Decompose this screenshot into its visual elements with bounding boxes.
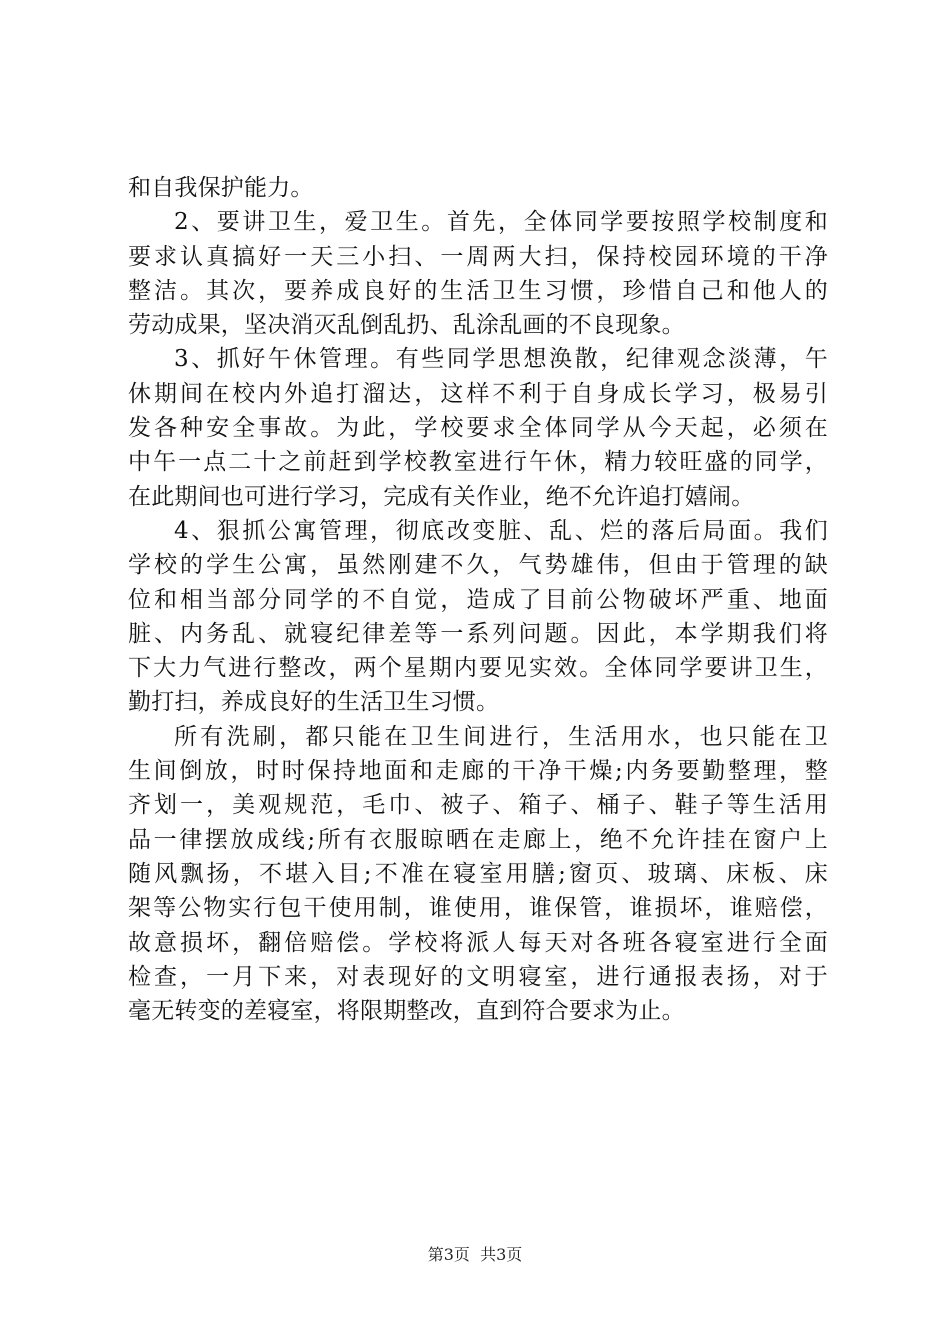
text-line: 在此期间也可进行学习，完成有关作业，绝不允许追打嬉闹。: [128, 483, 755, 510]
text-line: 位和相当部分同学的不自觉，造成了目前公物破坏严重、地面: [128, 586, 828, 613]
text-line: 和自我保护能力。: [128, 175, 314, 201]
text-line: 勤打扫，养成良好的生活卫生习惯。: [128, 689, 500, 716]
text-line: 所有洗刷，都只能在卫生间进行，生活用水，也只能在卫: [174, 723, 828, 750]
text-line: 检查，一月下来，对表现好的文明寝室，进行通报表扬，对于: [128, 963, 828, 990]
text-line: 齐划一，美观规范，毛巾、被子、箱子、桶子、鞋子等生活用: [128, 792, 828, 819]
text-line: 2、要讲卫生，爱卫生。首先，全体同学要按照学校制度和: [174, 209, 828, 236]
text-line: 休期间在校内外追打溜达，这样不利于自身成长学习，极易引: [128, 380, 828, 407]
text-line: 品一律摆放成线;所有衣服晾晒在走廊上，绝不允许挂在窗户上: [128, 826, 828, 853]
text-line: 生间倒放，时时保持地面和走廊的干净干燥;内务要勤整理，整: [128, 758, 828, 785]
body-text: [128, 171, 828, 1028]
text-line: 下大力气进行整改，两个星期内要见实效。全体同学要讲卫生，: [128, 655, 828, 682]
text-line: 3、抓好午休管理。有些同学思想涣散，纪律观念淡薄，午: [174, 346, 828, 373]
text-line: 发各种安全事故。为此，学校要求全体同学从今天起，必须在: [128, 415, 828, 442]
page-footer: 第3页 共3页: [427, 1245, 523, 1264]
text-line: 4、狠抓公寓管理，彻底改变脏、乱、烂的落后局面。我们: [174, 517, 828, 544]
text-line: 脏、内务乱、就寝纪律差等一系列问题。因此，本学期我们将: [128, 620, 828, 647]
text-line: 架等公物实行包干使用制，谁使用，谁保管，谁损坏，谁赔偿，: [128, 895, 828, 922]
text-line: 随风飘扬，不堪入目;不准在寝室用膳;窗页、玻璃、床板、床: [128, 860, 828, 887]
text-line: 整洁。其次，要养成良好的生活卫生习惯，珍惜自己和他人的: [128, 277, 828, 304]
text-line: 学校的学生公寓，虽然刚建不久，气势雄伟，但由于管理的缺: [128, 552, 828, 579]
text-line: 要求认真搞好一天三小扫、一周两大扫，保持校园环境的干净: [128, 243, 828, 270]
text-line: 中午一点二十之前赶到学校教室进行午休，精力较旺盛的同学，: [128, 449, 828, 476]
text-line: 毫无转变的差寝室，将限期整改，直到符合要求为止。: [128, 998, 685, 1025]
text-line: 故意损坏，翻倍赔偿。学校将派人每天对各班各寝室进行全面: [128, 929, 828, 956]
text-line: 劳动成果，坚决消灭乱倒乱扔、乱涂乱画的不良现象。: [128, 312, 685, 339]
